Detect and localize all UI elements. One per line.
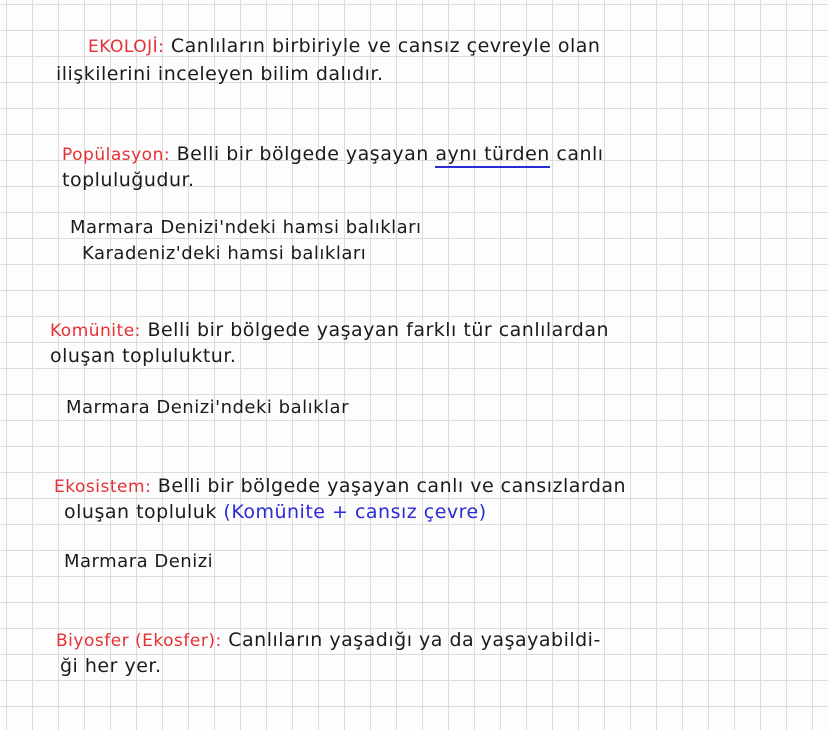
ekoloji-line-1	[88, 34, 600, 59]
biyosfer-line-1	[56, 628, 601, 653]
ekosistem-example-1: Marmara Denizi	[64, 551, 214, 572]
populasyon-example-2: Karadeniz'deki hamsi balıkları	[82, 243, 367, 264]
populasyon-line-2: topluluğudur.	[62, 169, 195, 191]
komunite-line-1	[50, 318, 609, 343]
komunite-term: Komünite:	[50, 321, 141, 341]
biyosfer-term: Biyosfer (Ekosfer):	[56, 631, 222, 651]
ekosistem-term: Ekosistem:	[54, 477, 152, 497]
populasyon-underlined: aynı türden	[435, 143, 550, 168]
ekosistem-line-2	[64, 500, 487, 524]
ekosistem-definition: Belli bir bölgede yaşayan canlı ve cansızlardan	[157, 475, 627, 497]
ekosistem-definition-2: oluşan topluluk	[64, 501, 217, 523]
komunite-line-2: oluşan topluluktur.	[50, 345, 237, 367]
komunite-definition: Belli bir bölgede yaşayan farklı tür canlılardan	[147, 319, 610, 341]
ekosistem-line-1	[54, 474, 626, 499]
ekosistem-formula: (Komünite + cansız çevre)	[223, 501, 487, 523]
komunite-example-1: Marmara Denizi'ndeki balıklar	[66, 397, 349, 418]
biyosfer-line-2: ği her yer.	[60, 655, 162, 677]
ekoloji-term: EKOLOJİ:	[88, 37, 165, 57]
populasyon-example-1: Marmara Denizi'ndeki hamsi balıkları	[70, 217, 422, 238]
populasyon-term: Popülasyon:	[62, 145, 171, 165]
populasyon-definition-end: canlı	[556, 143, 604, 165]
ekoloji-line-2: ilişkilerini inceleyen bilim dalıdır.	[56, 63, 384, 85]
populasyon-definition: Belli bir bölgede yaşayan	[176, 143, 429, 165]
biyosfer-definition: Canlıların yaşadığı ya da yaşayabildi-	[228, 629, 601, 651]
ekoloji-definition: Canlıların birbiriyle ve cansız çevreyle olan	[170, 35, 601, 57]
populasyon-line-1	[62, 142, 604, 167]
